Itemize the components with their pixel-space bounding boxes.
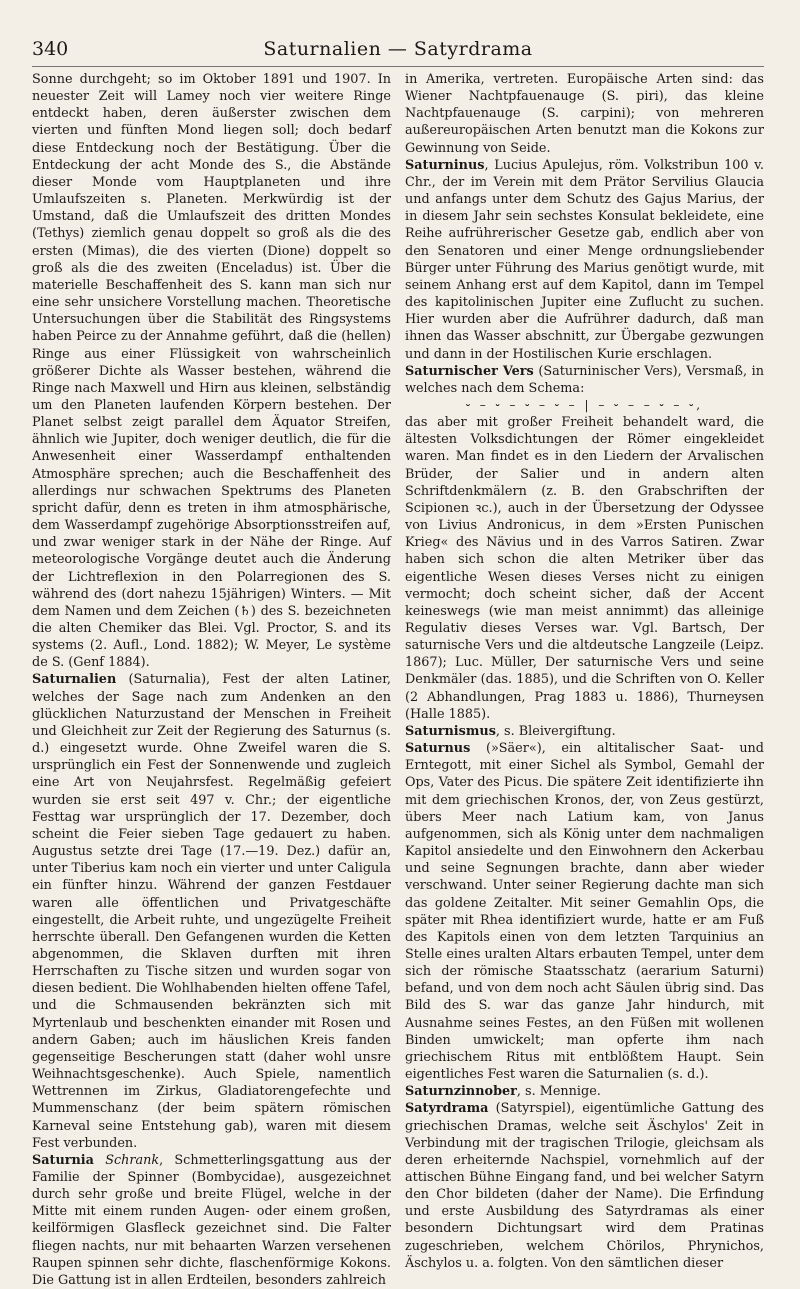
entry-text: , Schmetterlingsgattung aus der Familie der Spinner (Bombycidae), ausgezeichnet durch sehr große und breite Flügel, welche in der Mitte mit einem runden Augen- oder einem großen, keilförmigen Glasfleck gezeichnet sind. Die Falter fliegen nachts, nur mit behaarten Warzen versehenen Raupen spinnen sehr dichte, flaschenförmige Kokons. Die Gattung ist in allen Erdteilen, besonders zahlreich (32, 1152, 391, 1288)
headword: Saturnismus (405, 723, 496, 739)
entry-saturnischer-vers-cont: das aber mit großer Freiheit behandelt ward, die ältesten Volksdichtungen der Römer eingekleidet waren. Man findet es in den Liedern der Arvalischen Brüder, der Salier und in andern alten Schriftdenkmälern (z. B. den Grabschriften der Scipionen ꝛc.), auch in der Übersetzung der Odyssee von Livius Andronicus, in dem »Ersten Punischen Krieg« des Nävius und in des Varros Satiren. Zwar haben sich schon die alten Metriker über das eigentliche Wesen dieses Verses nicht zu einigen vermocht; doch scheint sicher, daß der Accent keineswegs (wie man meist annimmt) das alleinige Regulativ dieses Verses war. Vgl. Bartsch, Der saturnische Vers und die altdeutsche Langzeile (Leipz. 1867); Luc. Müller, Der saturnische Vers und seine Denkmäler (das. 1885), und die Schriften von O. Keller (2 Abhandlungen, Prag 1883 u. 1886), Thurneysen (Halle 1885). (405, 415, 764, 722)
entry-text: , s. Mennige. (516, 1084, 601, 1100)
headword: Saturnischer Vers (405, 363, 534, 379)
entry-saturnia-continued: in Amerika, vertreten. Europäische Arten sind: das Wiener Nachtpfauenauge (S. piri), das kleine Nachtpfauenauge (S. carpini); von mehreren außereuropäischen Arten benutzt man die Kokons zur Gewinnung von Seide. (405, 72, 764, 156)
entry-saturnalien (32, 671, 391, 1151)
headword: Saturnalien (32, 672, 117, 688)
entry-text: , Lucius Apulejus, röm. Volkstribun 100 v. Chr., der im Verein mit dem Prätor Servilius Glaucia und anfangs unter dem Schutz des Gajus Marius, der in diesem Jahr sein sechstes Konsulat bekleidete, eine Reihe aufrührerischer Gesetze gab, endlich aber von den Senatoren und einer Menge ordnungsliebender Bürger unter Führung des Marius genötigt wurde, mit seinem Anhang erst auf dem Kapitol, dann im Tempel des kapitolinischen Jupiter eine Zuflucht zu suchen. Hier wurden aber die Aufrührer dadurch, daß man ihnen das Wasser abschnitt, zur Übergabe gezwungen und dann in der Hostilischen Kurie erschlagen. (405, 157, 764, 362)
headword: Saturninus (405, 157, 485, 173)
entry-saturninus (405, 157, 764, 363)
entry-text: (Saturnalia), Fest der alten Latiner, welches der Sage nach zum Andenken an den glücklichen Naturzustand der Menschen in Freiheit und Gleichheit zur Zeit der Regierung des Saturnus (s. d.) eingesetzt wurde. Ohne Zweifel waren die S. ursprünglich ein Fest der Sonnenwende und zugleich eine Art von Neujahrsfest. Regelmäßig gefeiert wurden sie erst seit 497 v. Chr.; der eigentliche Festtag war ursprünglich der 17. Dezember, doch scheint die Feier sieben Tage gedauert zu haben. Augustus setzte drei Tage (17.—19. Dez.) dafür an, unter Tiberius kam noch ein vierter und unter Caligula ein fünfter hinzu. Während der ganzen Festdauer waren alle öffentlichen und Privatgeschäfte eingestellt, die Arbeit ruhte, und ungezügelte Freiheit herrschte überall. Den Gefangenen wurden die Ketten abgenommen, die Sklaven durften mit ihren Herrschaften zu Tische sitzen und wurden sogar von diesen bedient. Die Wohlhabenden hielten offene Tafel, und die Schmausenden bekränzten sich mit Myrtenlaub und beschenkten einander mit Rosen und andern Gaben; auch im häuslichen Kreis fanden gegenseitige Bescherungen statt (daher wohl unsre Weihnachtsgeschenke). Auch Spiele, namentlich Wettrennen im Zirkus, Gladiatorengefechte und Mummenschanz (der beim spätern römischen Karneval seine Entstehung gab), waren mit diesem Fest verbunden. (32, 672, 391, 1151)
entry-saturnia (32, 1152, 391, 1289)
metrical-scheme: ⏑ – ⏑ – ⏑ – ⏑ – | – ⏑ – – ⏑ – ⏑, (465, 397, 704, 412)
entry-text: (»Säer«), ein altitalischer Saat- und Erntegott, mit einer Sichel als Symbol, Gemahl der Ops, Vater des Picus. Die spätere Zeit identifizierte ihn mit dem griechischen Kronos, der, von Zeus gestürzt, übers Meer nach Latium kam, von Janus aufgenommen, sich als König unter dem nachmaligen Kapitol ansiedelte und den Einwohnern den Ackerbau und seine Segnungen brachte, dann aber wieder verschwand. Unter seiner Regierung dachte man sich das goldene Zeitalter. Mit seiner Gemahlin Ops, die später mit Rhea identifiziert wurde, hatte er am Fuß des Kapitols einen von dem letzten Tarquinius an Stelle eines uralten Altars erbauten Tempel, unter dem sich der römische Staatsschatz (aerarium Saturni) befand, und von dem noch acht Säulen übrig sind. Das Bild des S. war das ganze Jahr hindurch, mit Ausnahme seines Festes, an den Füßen mit wollenen Binden umwickelt; man opferte ihm nach griechischem Ritus mit entblößtem Haupt. Sein eigentliches Fest waren die Saturnalien (s. d.). (405, 741, 764, 1083)
author-name: Schrank (105, 1152, 160, 1168)
entry-text: (Saturninischer Vers), Versmaß, in welches nach dem Schema: (405, 363, 765, 396)
page-header (32, 30, 764, 67)
entry-satyrdrama (405, 1100, 764, 1272)
entry-text: (Satyrspiel), eigentümliche Gattung des griechischen Dramas, welche seit Äschylos' Zeit in Verbindung mit der tragischen Trilogie, gleichsam als deren erheiternde Nachspiel, vornehmlich auf der attischen Bühne Eingang fand, und bei welcher Satyrn den Chor bildeten (daher der Name). Die Erfindung und erste Ausbildung des Satyrdramas als einer besondern Dichtungsart wird dem Pratinas zugeschrieben, welchem Chörilos, Phrynichos, Äschylos u. a. folgten. Von den sämtlichen dieser (405, 1101, 764, 1271)
entry-saturnischer-vers (405, 363, 764, 397)
headword: Saturnia (32, 1152, 94, 1168)
entry-saturnismus (405, 723, 764, 740)
entry-saturnzinnober (405, 1083, 764, 1100)
headword: Saturnus (405, 741, 471, 757)
text-columns (32, 71, 764, 1289)
running-title: Saturnalien — Satyrdrama (263, 38, 533, 60)
headword: Satyrdrama (405, 1101, 489, 1117)
page-number: 340 (32, 38, 69, 60)
headword: Saturnzinnober (405, 1084, 517, 1100)
entry-text: , s. Bleivergiftung. (495, 723, 616, 739)
left-column (32, 71, 391, 1289)
entry-saturn-continued: Sonne durchgeht; so im Oktober 1891 und 1907. In neuester Zeit will Lamey noch vier weitere Ringe entdeckt haben, deren äußerster zwischen dem vierten und fünften Mond liegen soll; doch bedarf diese Entdeckung noch der Bestätigung. Über die Entdeckung der acht Monde des S., die Abstände dieser Monde vom Hauptplaneten und ihre Umlaufszeiten s. Planeten. Merkwürdig ist der Umstand, daß die Umlaufszeit des dritten Mondes (Tethys) ziemlich genau doppelt so groß als die des ersten (Mimas), die des vierten (Dione) doppelt so groß als die des zweiten (Enceladus) ist. Über die materielle Beschaffenheit des S. kann man sich nur eine sehr unsichere Vorstellung machen. Theoretische Untersuchungen über die Stabilität des Ringsystems haben Peirce zu der Annahme geführt, daß die (hellen) Ringe aus einer Flüssigkeit von wahrscheinlich größerer Dichte als Wasser bestehen, während die Ringe nach Maxwell und Hirn aus kleinen, selbständig um den Planeten laufenden Körpern bestehen. Der Planet selbst zeigt parallel dem Äquator Streifen, ähnlich wie Jupiter, doch weniger deutlich, die für die Anwesenheit einer Wasserdampf enthaltenden Atmosphäre sprechen; auch die Beschaffenheit des allerdings nur schwachen Spektrums des Planeten spricht dafür, denn es treten in ihm atmosphärische, dem Wasserdampf zugehörige Absorptionsstreifen auf, und zwar weniger stark in der Nähe der Ringe. Auf meteorologische Vorgänge deutet auch die Änderung der Lichtreflexion in den Polarregionen des S. während des (dort nahezu 15jährigen) Winters. — Mit dem Namen und dem Zeichen (♄) des S. bezeichneten die alten Chemiker das Blei. Vgl. Proctor, S. and its systems (2. Aufl., Lond. 1882); W. Meyer, Le système de S. (Genf 1884). (32, 72, 391, 671)
right-column (405, 71, 764, 1289)
entry-saturnus (405, 740, 764, 1083)
